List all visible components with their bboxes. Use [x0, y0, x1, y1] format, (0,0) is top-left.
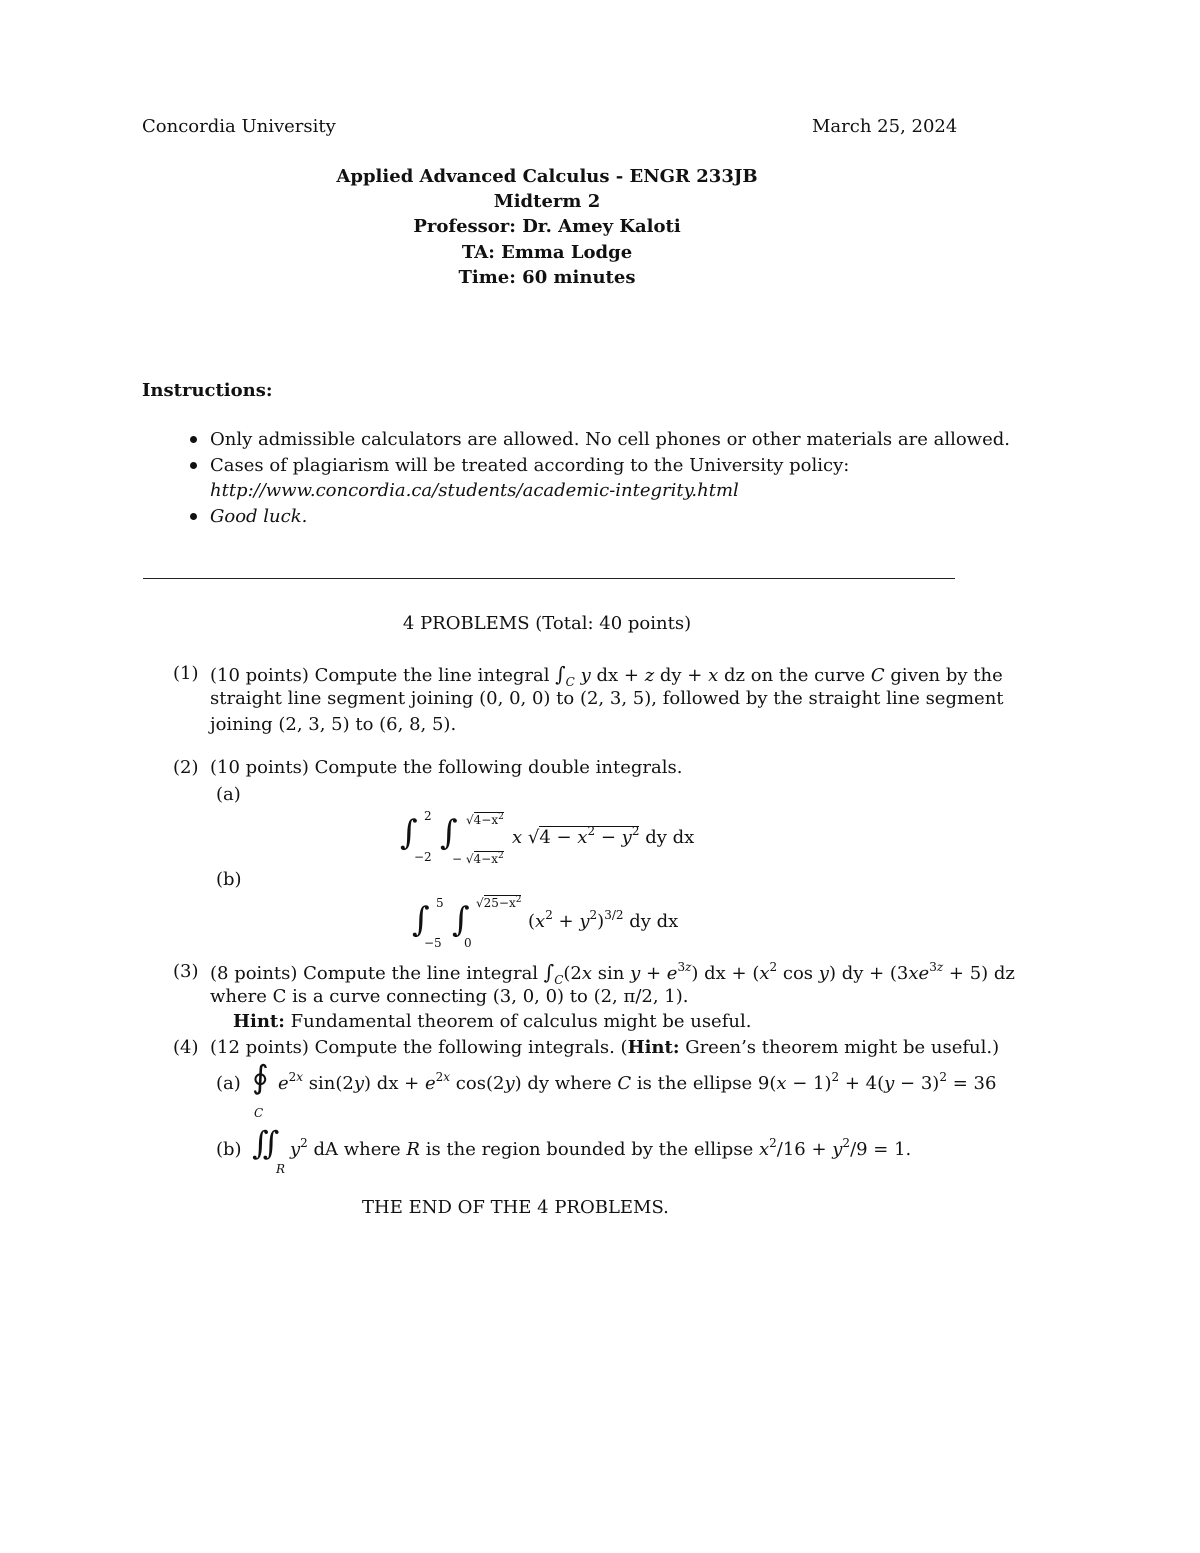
- problems-header: 4 PROBLEMS (Total: 40 points): [402, 613, 692, 634]
- bullet-icon: [190, 462, 197, 469]
- problem-4-intro: (12 points) Compute the following integrals. (Hint: Green’s theorem might be useful.): [210, 1037, 1000, 1058]
- instructions-heading: Instructions:: [142, 380, 273, 401]
- bullet-icon: [190, 513, 197, 520]
- problem-1-line-2: straight line segment joining (0, 0, 0) to (2, 3, 5), followed by the straight line segment: [210, 688, 1004, 709]
- instruction-item: Good luck.: [210, 506, 308, 527]
- institution-name: Concordia University: [142, 116, 336, 137]
- problem-3-intro: (8 points) Compute the line integral: [210, 963, 539, 984]
- horizontal-rule: [143, 578, 955, 579]
- problem-3-line-1: (8 points) Compute the line integral $\int_C(2x$ $\sin y + e^{3z}$) dx + ($x^2$ cos y) dy + $(3xe^{3z} + 5)$ dz: [210, 960, 1015, 987]
- page: Concordia University March 25, 2024 Applied Advanced Calculus - ENGR 233JB Midterm 2 Professor: Dr. Amey Kaloti TA: Emma Lodge Time: 60 minutes Instructions: Only admissible calculators are allowed. No cell phones or other materials are allowed. Cases of plagiarism will be treated according to the University policy: http://www.concordia.ca/students/academic-integrity.html Good luck. 4 PROBLEMS (Total: 40 points) (1) (10 points) Compute the line integral $\int_C$ y dx + z dy + x dz on the curve C given by the straight line segment joining (0, 0, 0) to (2, 3, 5), followed by the straight line segment joining (2, 3, 5) to (6, 8, 5). (2) (10 points) Compute the following double integrals. (a) ∫ 2 −2 ∫ $√4-x^2$ − $√4-x^2$ x $√4 - x^2 - y^2$ dy dx (b) ∫ 5 −5 ∫ $√25-x^2$ 0 $(x^2 + y^2)^{3/2}$ dy dx (3) (8 points) Compute the line integral $\int_C(2x$ $\sin y + e^{3z}$) dx + ($x^2$ cos y) dy + $(3xe^{3z} + 5)$ dz where C is a curve connecting (3, 0, 0) to (2, π/2, 1). Hint: Fundamental theorem of calculus might be useful. (4) (12 points) Compute the following integrals. (Hint: Green’s theorem might be useful.) (a) ∮ C $e^{2x}$ sin(2y) dx + $e^{2x}$ cos(2y) dy where C is the ellipse $9(x - 1)^2 + 4(y - 3)^2 = 36$ (b) ∬ R $y^2$ dA where R is the region bounded by the ellipse $x^2/16 + y^2/9 = 1$. THE END OF THE 4 PROBLEMS.: [0, 0, 1200, 1553]
- problem-number: (4): [173, 1037, 199, 1058]
- problem-1-line-3: joining (2, 3, 5) to (6, 8, 5).: [210, 714, 457, 735]
- instruction-item: Cases of plagiarism will be treated according to the University policy:: [210, 455, 850, 476]
- problem-3-line-2: where C is a curve connecting (3, 0, 0) to (2, π/2, 1).: [210, 986, 689, 1007]
- problem-3-hint: Hint: Fundamental theorem of calculus might be useful.: [233, 1011, 752, 1032]
- part-label-a: (a): [216, 1073, 241, 1094]
- part-label-a: (a): [216, 784, 241, 805]
- time-line: Time: 60 minutes: [458, 267, 636, 288]
- ta-line: TA: Emma Lodge: [461, 242, 633, 263]
- course-title: Applied Advanced Calculus - ENGR 233JB: [336, 166, 758, 187]
- problem-number: (2): [173, 757, 199, 778]
- problem-1-intro: (10 points) Compute the line integral: [210, 665, 550, 686]
- problem-1-line-1: (10 points) Compute the line integral $\int_C$ y dx + z dy + x dz on the curve C given by the: [210, 662, 1003, 689]
- professor-line: Professor: Dr. Amey Kaloti: [413, 216, 681, 237]
- bullet-icon: [190, 436, 197, 443]
- problem-number: (3): [173, 961, 199, 982]
- exam-date: March 25, 2024: [812, 116, 958, 137]
- part-label-b: (b): [216, 1139, 242, 1160]
- exam-name: Midterm 2: [493, 191, 601, 212]
- closing-line: THE END OF THE 4 PROBLEMS.: [362, 1197, 669, 1218]
- problem-2-intro: (10 points) Compute the following double integrals.: [210, 757, 683, 778]
- instruction-item: Only admissible calculators are allowed. No cell phones or other materials are allowed.: [210, 429, 1010, 450]
- policy-link[interactable]: http://www.concordia.ca/students/academic-integrity.html: [210, 480, 739, 501]
- part-label-b: (b): [216, 869, 242, 890]
- problem-number: (1): [173, 663, 199, 684]
